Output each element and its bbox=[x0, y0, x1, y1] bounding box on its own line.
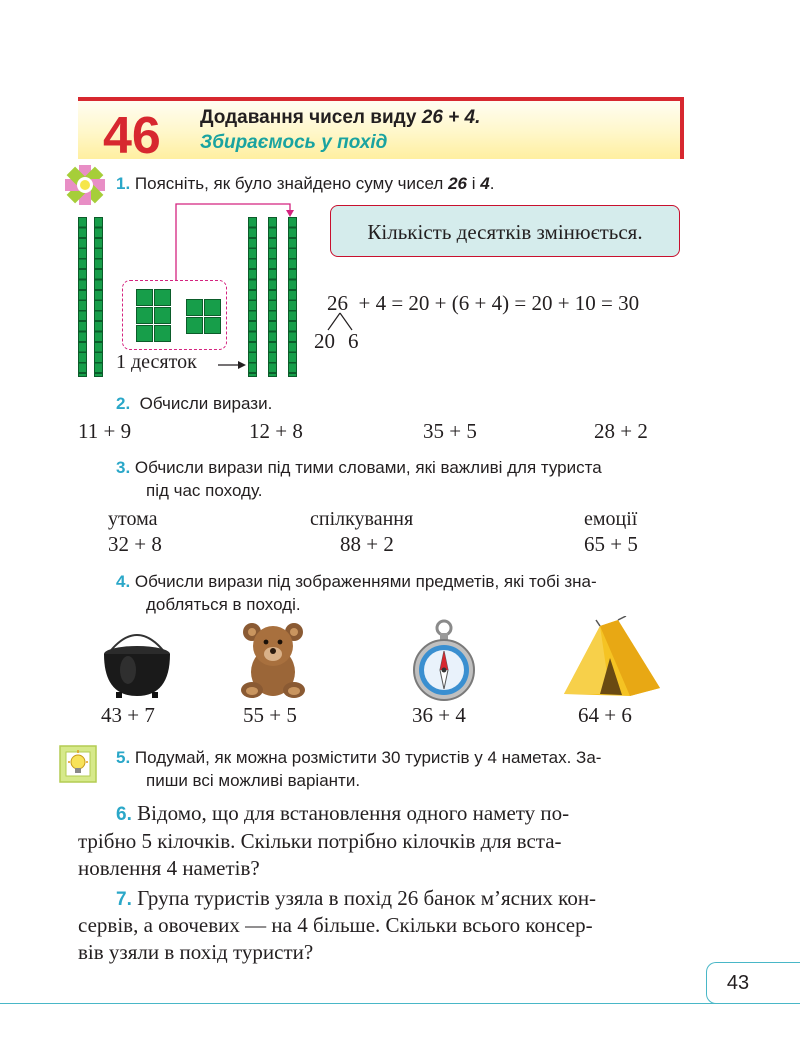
task5-statement-line2: пиши всі можливі варіанти. bbox=[146, 771, 361, 790]
task5-statement: 5. Подумай, як можна розмістити 30 туристів у 4 наметах. За- bbox=[116, 748, 602, 767]
word-communication: спілкування bbox=[310, 508, 414, 530]
task7-statement: 7. Група туристів узяла в похід 26 банок м’ясних кон- bbox=[116, 886, 597, 910]
cauldron-icon bbox=[100, 624, 174, 700]
page-number: 43 bbox=[726, 972, 750, 994]
lightbulb-icon bbox=[58, 744, 98, 784]
task6-statement: 6. Відомо, що для встановлення одного намету по- bbox=[116, 801, 570, 825]
task4-expr-1: 43 + 7 bbox=[101, 703, 155, 727]
task3-statement: 3. Обчисли вирази під тими словами, які важливі для туриста bbox=[116, 458, 602, 477]
footer-line bbox=[0, 1003, 800, 1004]
task7-line3: вів узяли в похід туристи? bbox=[78, 940, 314, 964]
lesson-title: Додавання чисел виду 26 + 4. bbox=[200, 107, 481, 128]
task4-expr-4: 64 + 6 bbox=[578, 703, 632, 727]
word-fatigue: утома bbox=[108, 508, 158, 530]
task6-line2: трібно 5 кілочків. Скільки потрібно кілочків для вста- bbox=[78, 829, 562, 853]
split-left: 20 bbox=[314, 329, 335, 353]
task2-expr-2: 12 + 8 bbox=[249, 419, 303, 443]
task3-expr-2: 88 + 2 bbox=[340, 532, 394, 556]
task4-statement: 4. Обчисли вирази під зображеннями предметів, які тобі зна- bbox=[116, 572, 597, 591]
task2-statement: 2. Обчисли вирази. bbox=[116, 394, 273, 413]
answer-text: Кількість десятків змінюється. bbox=[367, 220, 643, 244]
task3-expr-3: 65 + 5 bbox=[584, 532, 638, 556]
teddy-bear-icon bbox=[236, 620, 310, 700]
word-emotions: емоції bbox=[584, 508, 638, 530]
task6-line3: новлення 4 наметів? bbox=[78, 856, 260, 880]
answer-box bbox=[330, 205, 680, 257]
task4-expr-2: 55 + 5 bbox=[243, 703, 297, 727]
task1-equation: 26 + 4 = 20 + (6 + 4) = 20 + 10 = 30 bbox=[327, 291, 640, 315]
task1-statement: 1. Поясніть, як було знайдено суму чисел 26 і 4. bbox=[116, 174, 495, 193]
lesson-number: 46 bbox=[103, 107, 161, 165]
task2-expr-3: 35 + 5 bbox=[423, 419, 477, 443]
page-number-tab bbox=[706, 962, 800, 1004]
task3-expr-1: 32 + 8 bbox=[108, 532, 162, 556]
task2-expr-1: 11 + 9 bbox=[78, 419, 132, 443]
compass-icon bbox=[410, 618, 478, 702]
lesson-subtitle: Збираємось у похід bbox=[200, 132, 388, 153]
task3-statement-line2: під час походу. bbox=[146, 481, 263, 500]
one-ten-label: 1 десяток bbox=[116, 351, 197, 373]
tent-icon bbox=[560, 616, 664, 700]
task2-expr-4: 28 + 2 bbox=[594, 419, 648, 443]
task4-expr-3: 36 + 4 bbox=[412, 703, 466, 727]
task4-statement-line2: добляться в поході. bbox=[146, 595, 301, 614]
split-right: 6 bbox=[348, 329, 359, 353]
task7-line2: сервів, а овочевих — на 4 більше. Скільки всього консер- bbox=[78, 913, 593, 937]
